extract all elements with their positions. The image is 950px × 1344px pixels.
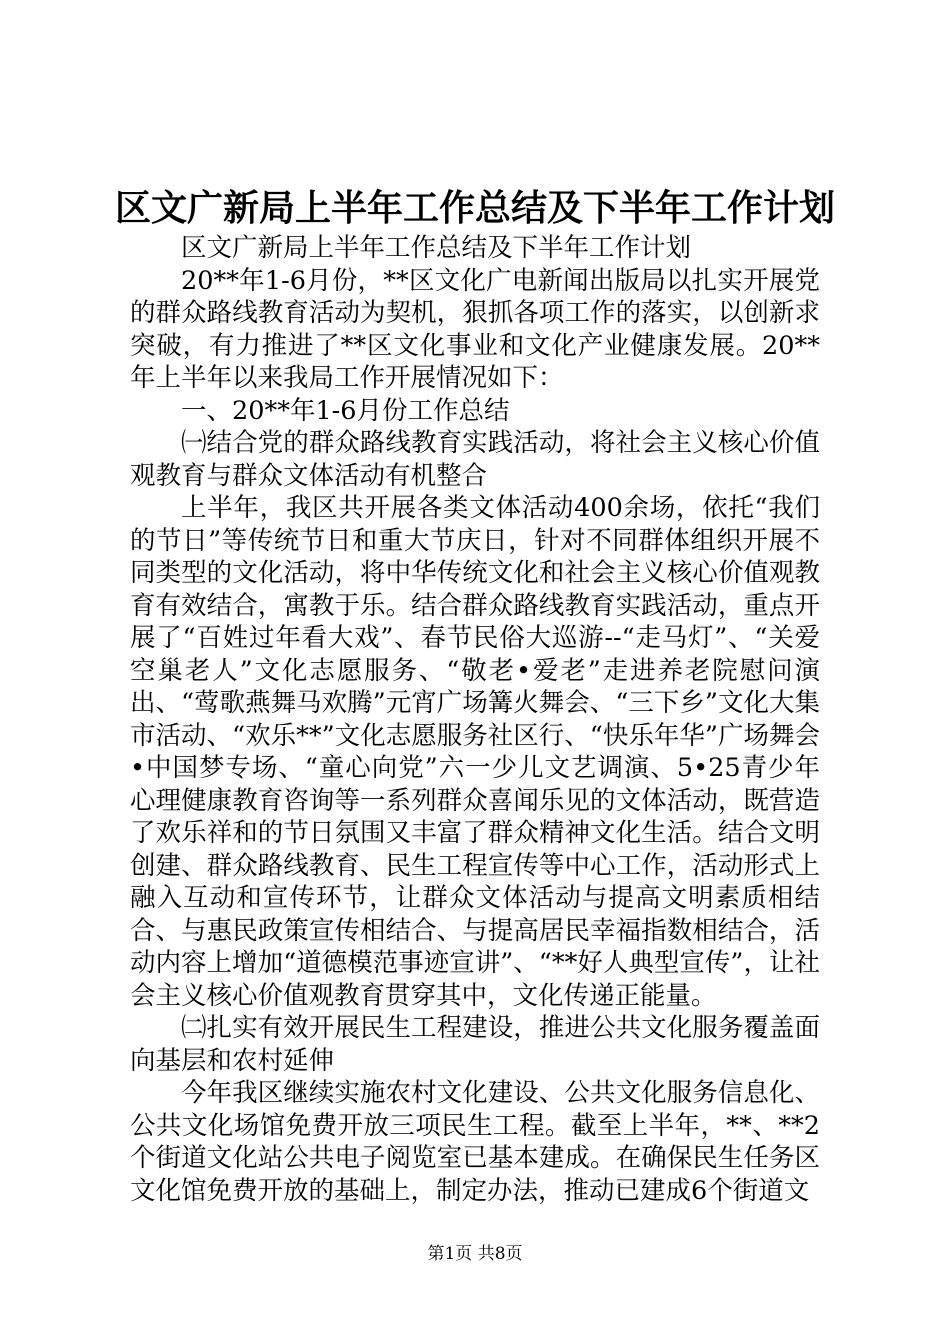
subsection-heading-1: ㈠结合党的群众路线教育实践活动，将社会主义核心价值观教育与群众文体活动有机整合	[130, 428, 820, 491]
section-heading-1: 一、20**年1-6月份工作总结	[181, 395, 510, 426]
paragraph-subtitle: 区文广新局上半年工作总结及下半年工作计划	[181, 233, 692, 263]
paragraph-intro: 20**年1-6月份，**区文化广电新闻出版局以扎实开展党的群众路线教育活动为契机，狠抓各项工作的落实，以创新求突破，有力推进了**区文化事业和文化产业健康发展。20**年上半年以来我局工作开展情况如下：	[130, 265, 820, 393]
document-body	[130, 232, 820, 1207]
subsection-heading-2: ㈡扎实有效开展民生工程建设，推进公共文化服务覆盖面向基层和农村延伸	[130, 1013, 820, 1076]
paragraph-livelihood: 今年我区继续实施农村文化建设、公共文化服务信息化、公共文化场馆免费开放三项民生工程。截至上半年，**、**2个街道文化站公共电子阅览室已基本建成。在确保民生任务区文化馆免费开放的基础上，制定办法，推动已建成6个街道文	[130, 1078, 820, 1206]
document-title: 区文广新局上半年工作总结及下半年工作计划	[114, 187, 835, 229]
paragraph-activities: 上半年，我区共开展各类文体活动400余场，依托“我们的节日”等传统节日和重大节庆日，针对不同群体组织开展不同类型的文化活动，将中华传统文化和社会主义核心价值观教育有效结合，寓教于乐。结合群众路线教育实践活动，重点开展了“百姓过年看大戏”、春节民俗大巡游--“走马灯”、“关爱空巢老人”文化志愿服务、“敬老•爱老”走进养老院慰问演出、“莺歌燕舞马欢腾”元宵广场篝火舞会、“三下乡”文化大集市活动、“欢乐**”文化志愿服务社区行、“快乐年华”广场舞会•中国梦专场、“童心向党”六一少儿文艺调演、5•25青少年心理健康教育咨询等一系列群众喜闻乐见的文体活动，既营造了欢乐祥和的节日氛围又丰富了群众精神文化生活。结合文明创建、群众路线教育、民生工程宣传等中心工作，活动形式上融入互动和宣传环节，让群众文体活动与提高文明素质相结合、与惠民政策宣传相结合、与提高居民幸福指数相结合，活动内容上增加“道德模范事迹宣讲”、“**好人典型宣传”，让社会主义核心价值观教育贯穿其中，文化传递正能量。	[130, 493, 820, 1011]
page-number: 第1页 共8页	[427, 1244, 523, 1264]
